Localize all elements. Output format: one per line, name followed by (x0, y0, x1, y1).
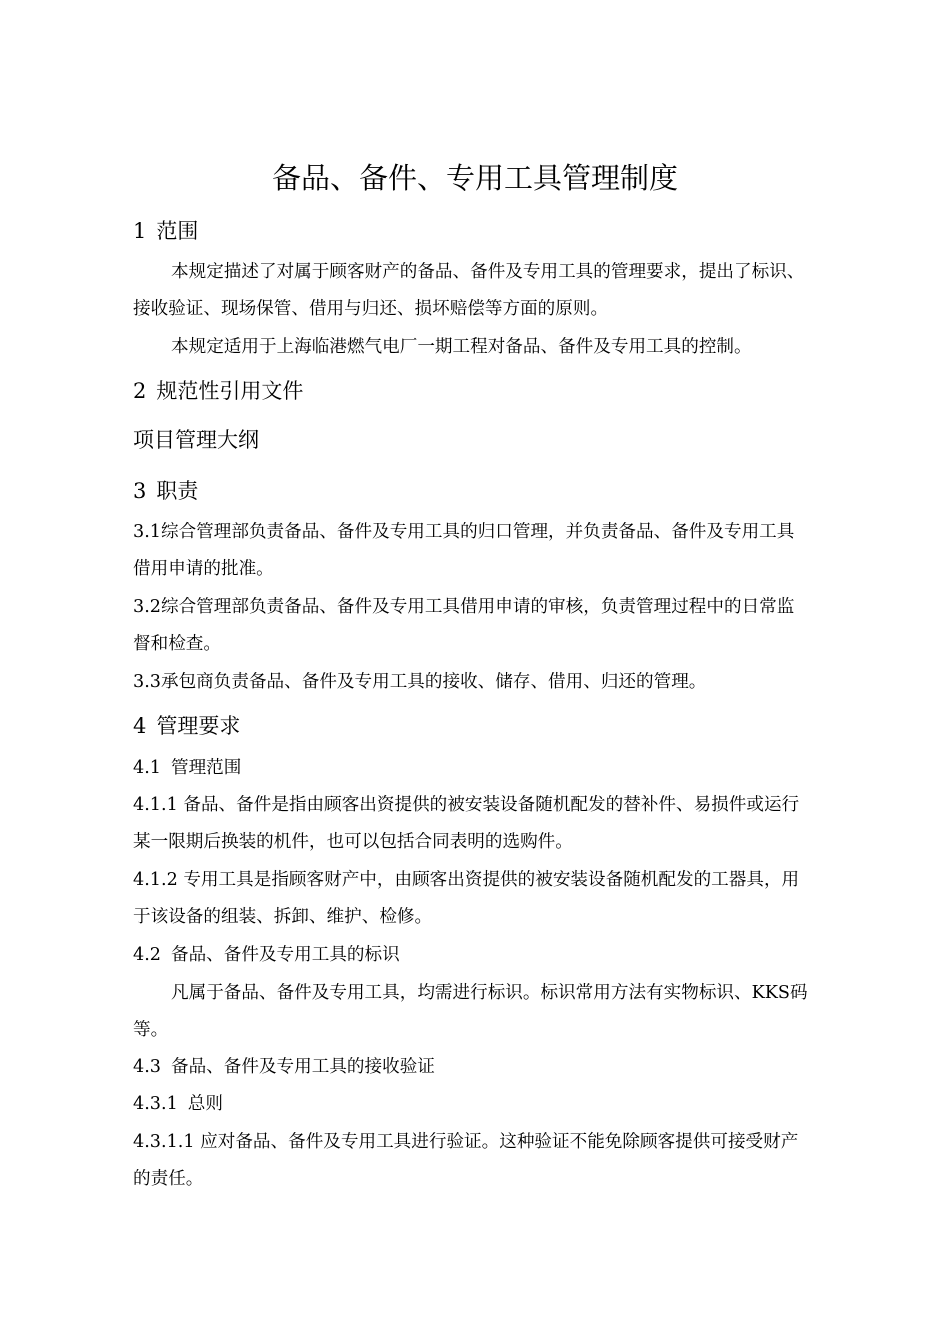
section-1-title: 范围 (156, 219, 199, 243)
section-3-heading (133, 476, 198, 506)
section-2-number: 2 (133, 379, 147, 403)
item-4-3-1-1-line-2: 的责任。 (133, 1169, 204, 1189)
section-4-3-1-title: 总则 (187, 1094, 223, 1114)
section-3-title: 职责 (156, 479, 199, 503)
item-3-1-line-1: 3.1综合管理部负责备品、备件及专用工具的归口管理，并负责备品、备件及专用工具 (133, 522, 795, 542)
section-4-2-heading (133, 942, 400, 968)
section-2-heading (133, 376, 303, 406)
item-3-3: 3.3承包商负责备品、备件及专用工具的接收、储存、借用、归还的管理。 (133, 672, 707, 692)
section-4-1-title: 管理范围 (170, 758, 242, 778)
item-4-3-1-1-line-1: 4.3.1.1 应对备品、备件及专用工具进行验证。这种验证不能免除顾客提供可接受财产 (133, 1132, 799, 1152)
item-3-2-line-2: 督和检查。 (133, 634, 221, 654)
section-4-2-number: 4.2 (133, 945, 161, 965)
item-3-2-line-1: 3.2综合管理部负责备品、备件及专用工具借用申请的审核，负责管理过程中的日常监 (133, 597, 795, 617)
item-4-1-1-line-2: 某一限期后换装的机件，也可以包括合同表明的选购件。 (133, 832, 573, 852)
section-1-paragraph-1-line-1: 本规定描述了对属于顾客财产的备品、备件及专用工具的管理要求，提出了标识、 (171, 262, 805, 282)
section-2-reference: 项目管理大纲 (133, 428, 259, 452)
section-4-1-heading (133, 755, 241, 781)
section-4-3-heading (133, 1054, 435, 1080)
section-1-paragraph-1-line-2: 接收验证、现场保管、借用与归还、损坏赔偿等方面的原则。 (133, 299, 609, 319)
section-4-2-title: 备品、备件及专用工具的标识 (170, 945, 400, 965)
section-3-number: 3 (133, 479, 147, 503)
item-4-1-1-line-1: 4.1.1 备品、备件是指由顾客出资提供的被安装设备随机配发的替补件、易损件或运行 (133, 795, 800, 815)
item-4-1-2-line-2: 于该设备的组装、拆卸、维护、检修。 (133, 907, 433, 927)
section-4-3-1-heading (133, 1091, 223, 1117)
section-4-2-paragraph-line-1: 凡属于备品、备件及专用工具，均需进行标识。标识常用方法有实物标识、KKS码 (171, 983, 808, 1003)
section-4-3-1-number: 4.3.1 (133, 1094, 178, 1114)
section-4-3-title: 备品、备件及专用工具的接收验证 (170, 1057, 435, 1077)
section-2-title: 规范性引用文件 (156, 379, 304, 403)
document-title: 备品、备件、专用工具管理制度 (271, 161, 678, 195)
section-1-number: 1 (133, 219, 147, 243)
section-1-paragraph-2: 本规定适用于上海临港燃气电厂一期工程对备品、备件及专用工具的控制。 (171, 337, 752, 357)
item-3-1-line-2: 借用申请的批准。 (133, 559, 274, 579)
section-4-title: 管理要求 (156, 714, 241, 738)
item-4-1-2-line-1: 4.1.2 专用工具是指顾客财产中，由顾客出资提供的被安装设备随机配发的工器具，用 (133, 870, 800, 890)
section-4-heading (133, 711, 240, 741)
section-4-2-paragraph-line-2: 等。 (133, 1020, 169, 1040)
section-1-heading (133, 216, 198, 246)
section-4-3-number: 4.3 (133, 1057, 161, 1077)
section-4-number: 4 (133, 714, 147, 738)
section-4-1-number: 4.1 (133, 758, 161, 778)
